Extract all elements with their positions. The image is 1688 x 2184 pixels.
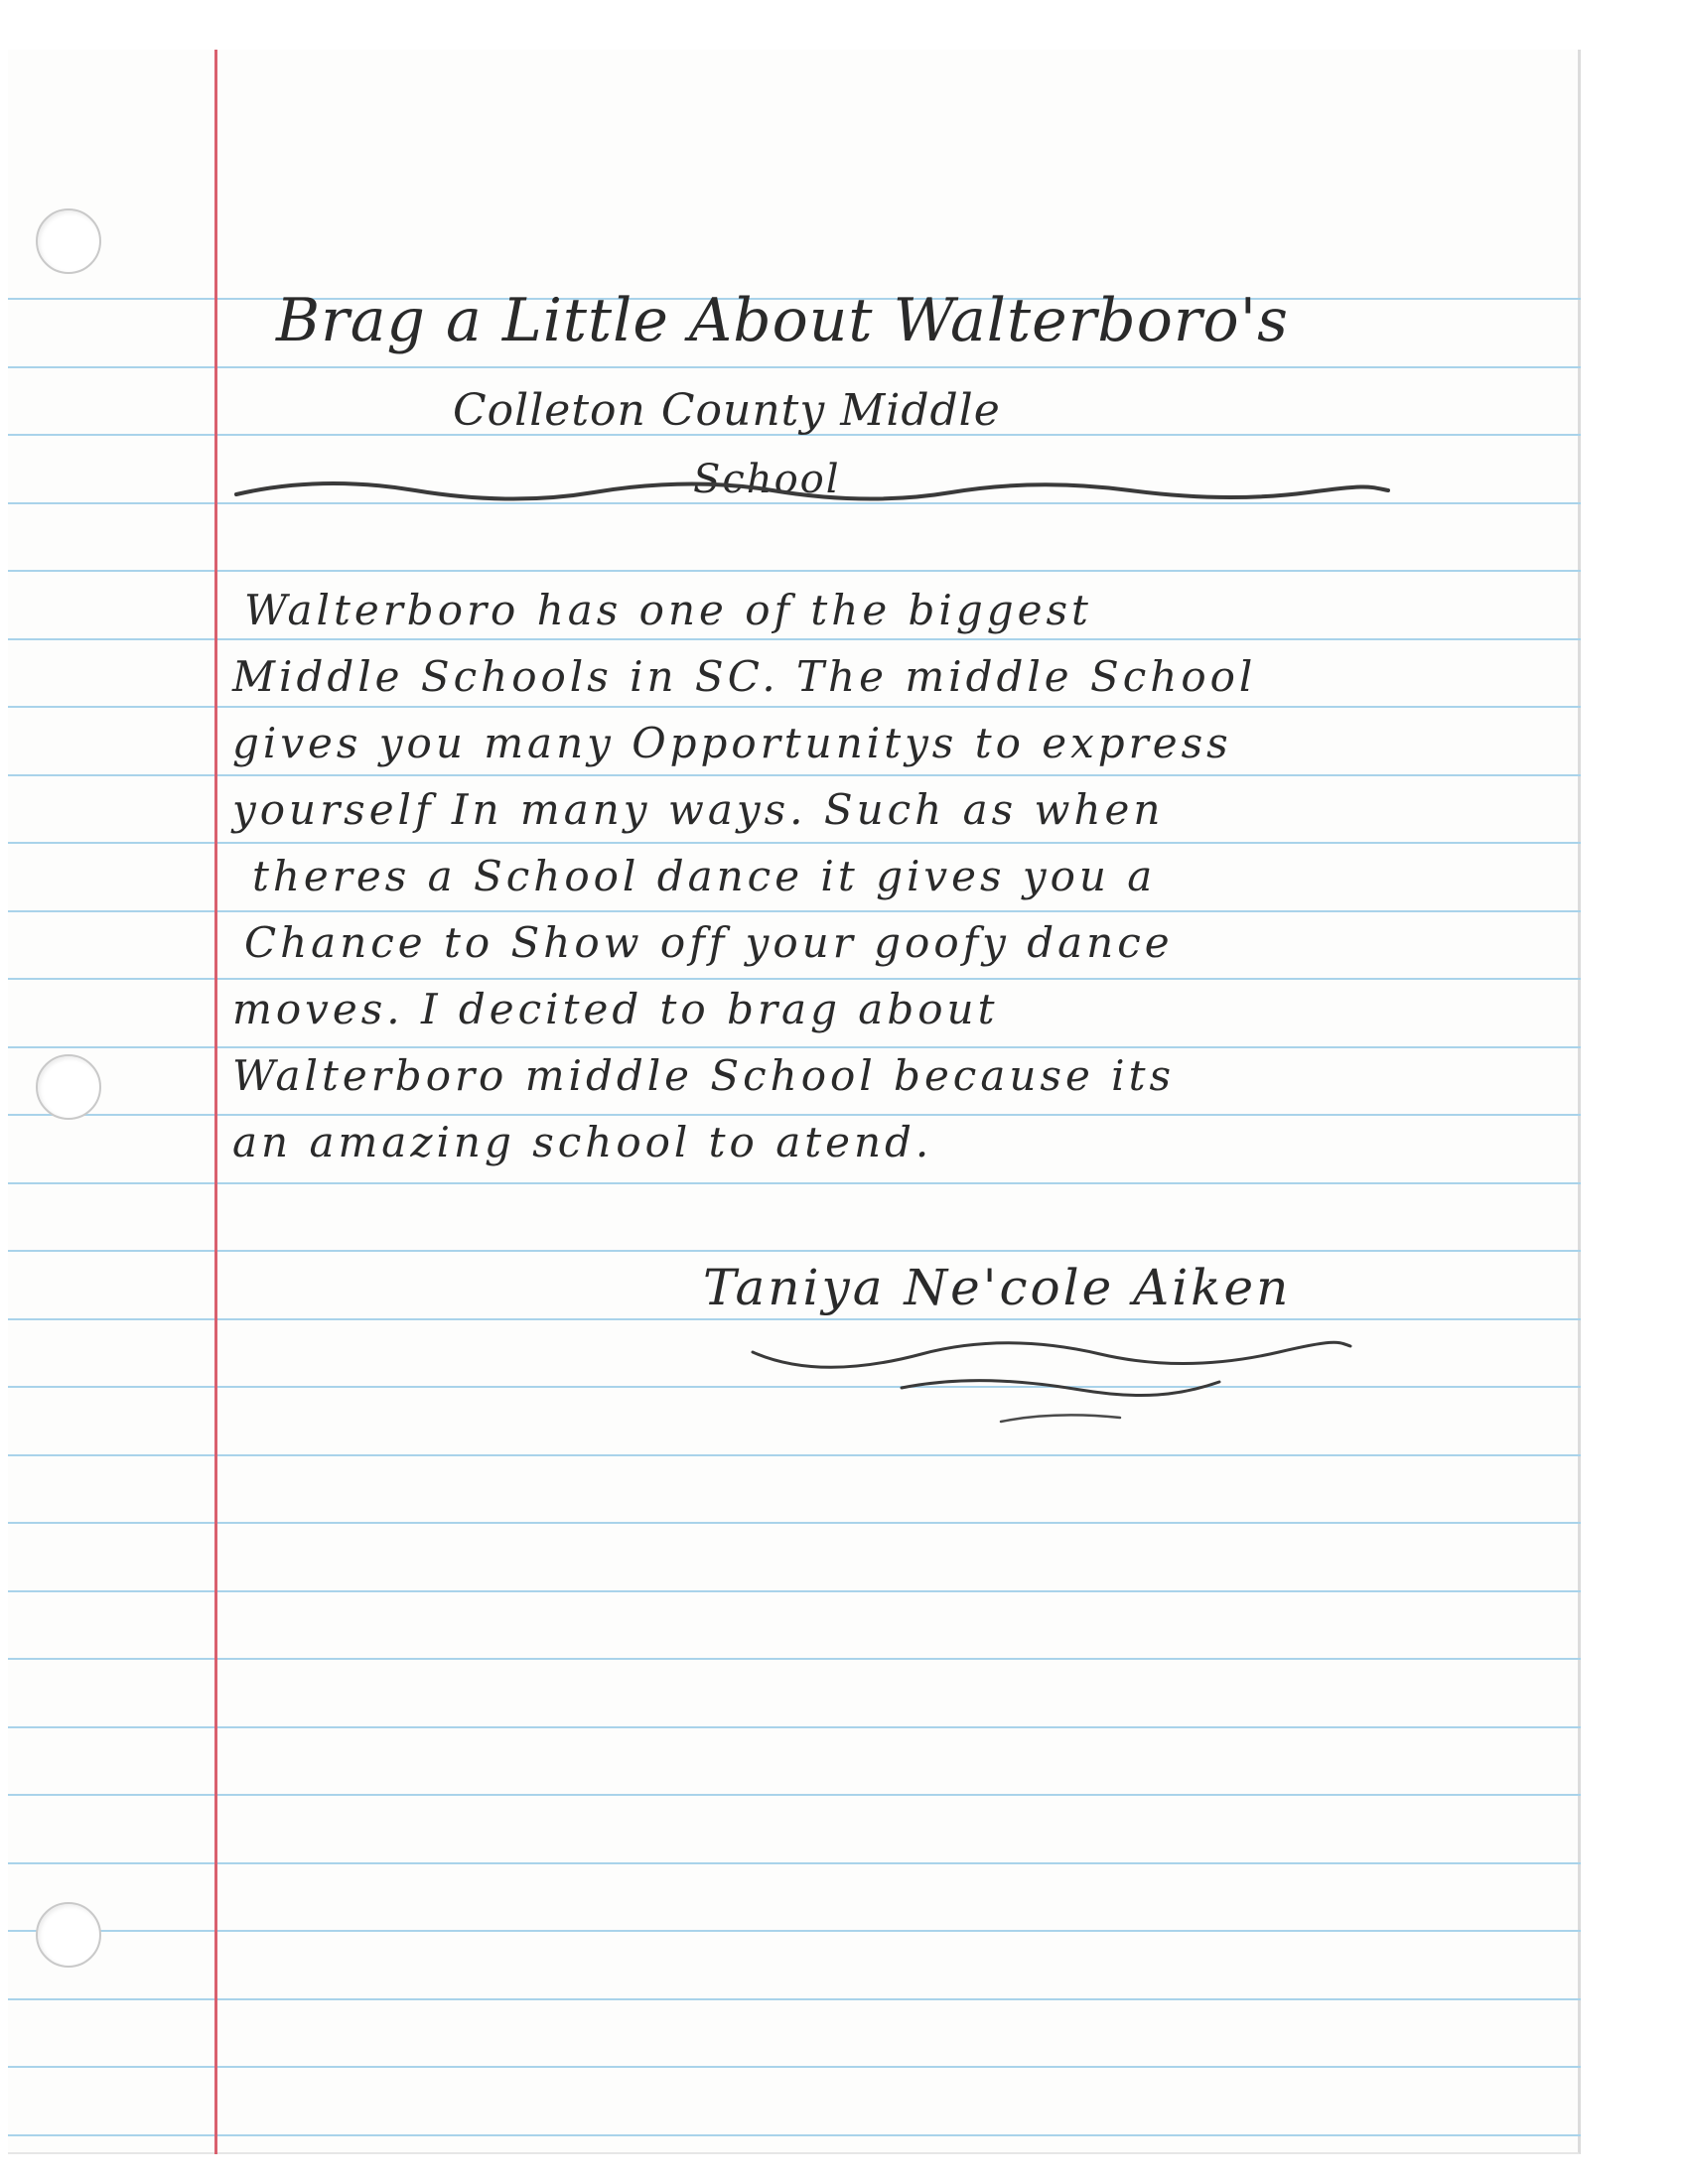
essay-body-line: gives you many Opportunitys to express [232,719,1232,767]
essay-body-line: yourself In many ways. Such as when [232,785,1165,834]
ruled-line [8,978,1581,980]
ruled-line [8,1726,1581,1728]
essay-body-line: moves. I decited to brag about [232,985,999,1033]
ruled-line [8,1250,1581,1252]
signature-flourish [743,1330,1358,1439]
essay-title-line-2: Colleton County Middle [453,385,1001,436]
author-signature: Taniya Ne'cole Aiken [703,1259,1292,1316]
essay-title-line-1: Brag a Little About Walterboro's [276,286,1289,355]
ruled-line [8,774,1581,776]
ruled-line [8,1046,1581,1048]
ruled-line [8,1182,1581,1184]
essay-body-line: theres a School dance it gives you a [252,852,1157,900]
ruled-line [8,638,1581,640]
ruled-line [8,1862,1581,1864]
essay-body-line: Walterboro middle School because its [232,1051,1176,1100]
ruled-line [8,366,1581,368]
ruled-line [8,1114,1581,1116]
ruled-line [8,1522,1581,1524]
notebook-paper [8,50,1581,2154]
title-underline-squiggle [236,477,1388,506]
binder-hole-top [36,208,101,274]
ruled-line [8,1590,1581,1592]
ruled-line [8,910,1581,912]
ruled-line [8,2066,1581,2068]
essay-body-line: an amazing school to atend. [232,1118,933,1166]
margin-line [214,50,217,2154]
essay-body-line: Chance to Show off your goofy dance [244,918,1174,967]
ruled-line [8,570,1581,572]
ruled-line [8,842,1581,844]
binder-hole-middle [36,1054,101,1120]
essay-body-line: Walterboro has one of the biggest [244,586,1092,634]
ruled-line [8,1794,1581,1796]
essay-title-line-3: School [693,457,841,502]
essay-body-line: Middle Schools in SC. The middle School [232,652,1257,701]
ruled-line [8,2134,1581,2136]
ruled-line [8,1454,1581,1456]
ruled-line [8,1998,1581,2000]
ruled-line [8,706,1581,708]
ruled-line [8,1318,1581,1320]
ruled-line [8,1658,1581,1660]
ruled-line [8,1930,1581,1932]
binder-hole-bottom [36,1902,101,1968]
